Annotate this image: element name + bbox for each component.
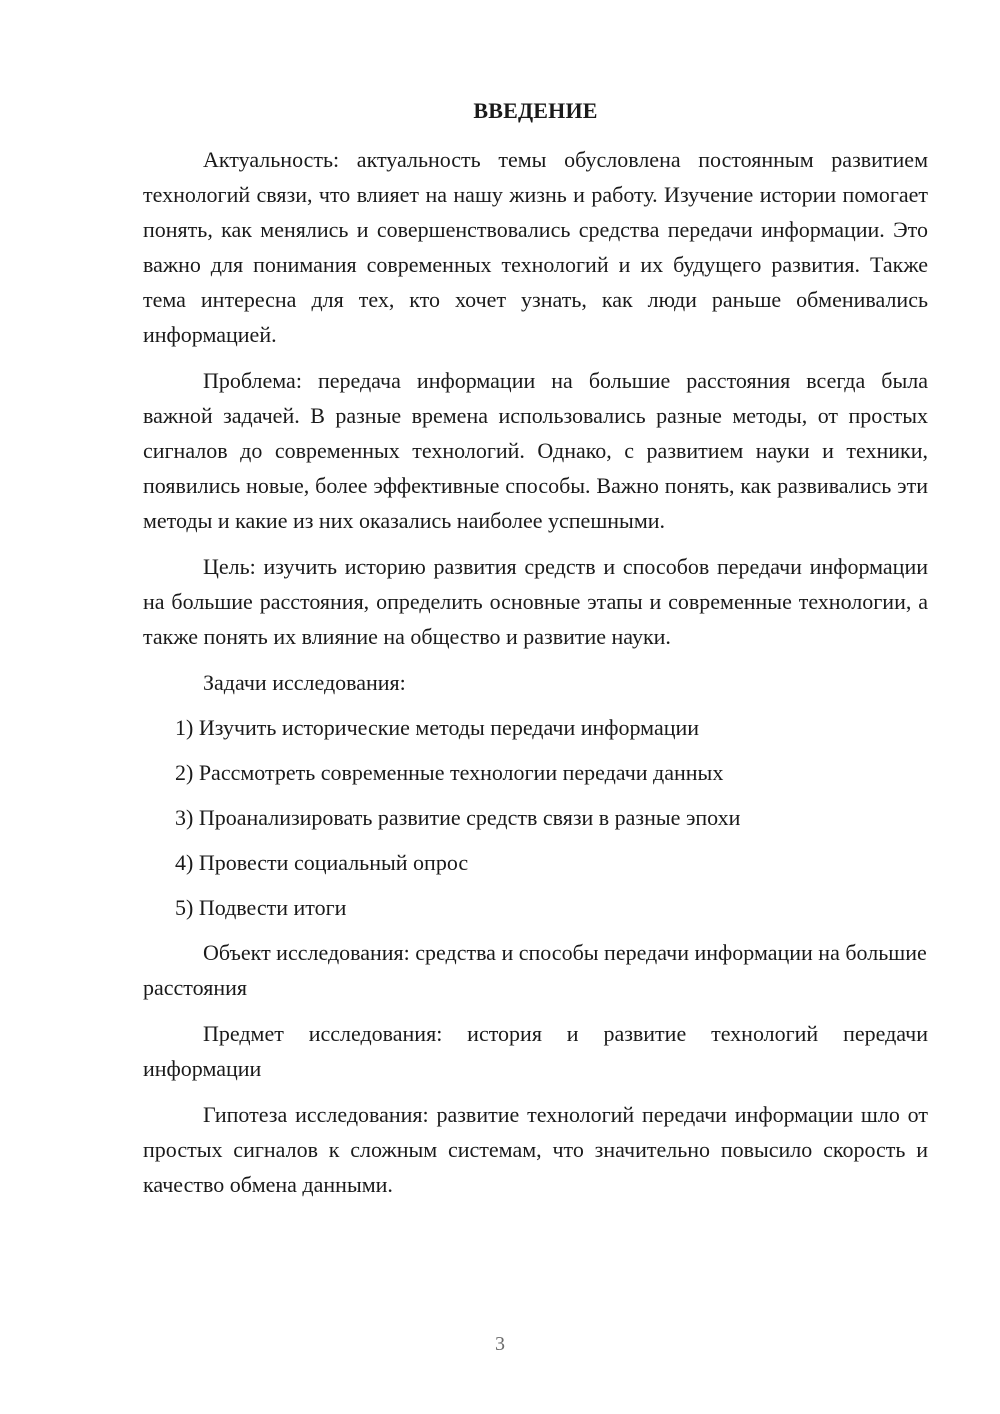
list-item: 1) Изучить исторические методы передачи информации — [175, 715, 700, 740]
list-item: 4) Провести социальный опрос — [175, 850, 469, 875]
list-item: 5) Подвести итоги — [175, 895, 347, 920]
tasks-title: Задачи исследования: — [203, 670, 406, 695]
page-content — [143, 96, 928, 1213]
list-item: 3) Проанализировать развитие средств связи в разные эпохи — [175, 805, 741, 830]
hypothesis-paragraph: Гипотеза исследования: развитие технологий передачи информации шло от простых сигналов к сложным системам, что значительно повысило скорость и качество обмена данными. — [143, 1102, 928, 1197]
object-paragraph: Объект исследования: средства и способы передачи информации на большие расстояния — [143, 940, 927, 1000]
task-list — [143, 710, 928, 925]
list-item: 2) Рассмотреть современные технологии передачи данных — [175, 760, 724, 785]
section-heading: ВВЕДЕНИЕ — [473, 98, 598, 123]
subject-paragraph: Предмет исследования: история и развитие технологий передачи информации — [143, 1021, 928, 1081]
page-number: 3 — [495, 1333, 505, 1355]
relevance-paragraph: Актуальность: актуальность темы обусловлена постоянным развитием технологий связи, что влияет на нашу жизнь и работу. Изучение истории помогает понять, как менялись и совершенствовались средства передачи информации. Это важно для понимания современных технологий и их будущего развития. Также тема интересна для тех, кто хочет узнать, как люди раньше обменивались информацией. — [143, 147, 928, 347]
goal-paragraph: Цель: изучить историю развития средств и способов передачи информации на большие расстояния, определить основные этапы и современные технологии, а также понять их влияние на общество и развитие науки. — [143, 554, 928, 649]
problem-paragraph: Проблема: передача информации на большие расстояния всегда была важной задачей. В разные времена использовались разные методы, от простых сигналов до современных технологий. Однако, с развитием науки и техники, появились новые, более эффективные способы. Важно понять, как развивались эти методы и какие из них оказались наиболее успешными. — [143, 368, 928, 533]
